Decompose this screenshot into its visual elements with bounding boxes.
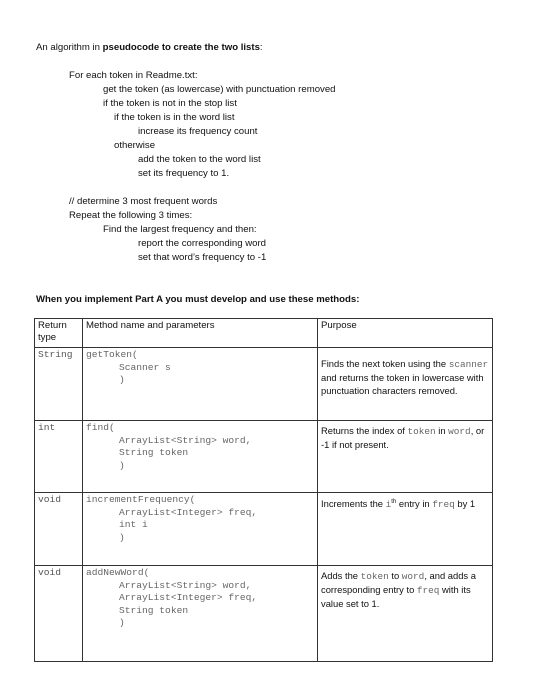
pseudo-if-in-word: if the token is in the word list [114, 112, 235, 123]
pseudo-comment: // determine 3 most frequent words [69, 196, 218, 207]
purpose-text-run: Increments the [321, 498, 386, 510]
return-type-value: int [38, 422, 56, 433]
table-row [35, 421, 493, 493]
method-signature [86, 494, 314, 544]
purpose-text [321, 349, 489, 397]
header-purpose-label: Purpose [321, 320, 357, 331]
pseudo-repeat: Repeat the following 3 times: [69, 210, 193, 221]
code-line: ArrayList<Integer> freq, [119, 506, 258, 518]
header-return-type-label: Return type [38, 320, 67, 343]
row-method [83, 421, 318, 493]
pseudo-report: report the corresponding word [138, 238, 266, 249]
purpose-text-run: by 1 [454, 498, 476, 510]
purpose-text [321, 422, 489, 451]
intro-line [36, 42, 263, 54]
purpose-code-run: word [401, 571, 425, 582]
code-line: ArrayList<String> word, [119, 434, 252, 446]
methods-heading: When you implement Part A you must develop and use these methods: [36, 294, 360, 305]
row-return-type [35, 348, 83, 421]
purpose-text-run: th [391, 499, 397, 505]
row-purpose [318, 348, 493, 421]
table-row [35, 348, 493, 421]
intro-suffix: : [259, 42, 263, 53]
table-row [35, 493, 493, 566]
header-return-type [35, 319, 83, 348]
row-purpose [318, 421, 493, 493]
row-return-type [35, 566, 83, 662]
purpose-code-run: freq [416, 585, 440, 596]
code-line: String token [119, 447, 189, 459]
row-method [83, 348, 318, 421]
method-signature [86, 567, 314, 630]
table-row [35, 566, 493, 662]
code-line: addNewWord( [86, 567, 150, 578]
pseudo-otherwise: otherwise [114, 140, 156, 151]
purpose-code-run: i [385, 499, 392, 511]
method-signature [86, 349, 314, 387]
purpose-text-run: Adds the [321, 570, 361, 581]
purpose-text-run: , or -1 if not present. [321, 425, 485, 450]
header-method [83, 319, 318, 348]
code-line: int i [119, 519, 148, 531]
pseudo-set-neg: set that word’s frequency to -1 [138, 252, 267, 263]
method-signature [86, 422, 314, 472]
header-method-label: Method name and parameters [86, 320, 215, 331]
row-return-type [35, 421, 83, 493]
purpose-code-run: token [360, 571, 389, 582]
return-type-value: void [38, 567, 62, 578]
code-line: String token [119, 604, 189, 616]
pseudo-increase: increase its frequency count [138, 126, 258, 137]
intro-bold: pseudocode to create the two lists [102, 42, 260, 53]
purpose-text-run: , and adds a corresponding entry to [321, 570, 476, 595]
code-line: ) [119, 531, 125, 543]
code-line: incrementFrequency( [86, 494, 196, 505]
intro-prefix: An algorithm in [36, 42, 103, 53]
purpose-text [321, 494, 489, 511]
code-line: Scanner s [119, 361, 171, 373]
row-method [83, 566, 318, 662]
purpose-text-run: and returns the token in lowercase with punctuation characters removed. [321, 372, 484, 396]
purpose-code-run: token [407, 426, 436, 437]
pseudo-get-token: get the token (as lowercase) with punctuation removed [103, 84, 336, 95]
purpose-text-run: in [435, 425, 449, 436]
code-line: find( [86, 422, 115, 433]
code-line: ) [119, 374, 125, 386]
pseudo-set-freq: set its frequency to 1. [138, 168, 230, 179]
methods-table [34, 318, 493, 662]
pseudo-find-largest: Find the largest frequency and then: [103, 224, 257, 235]
purpose-code-run: scanner [448, 359, 489, 370]
pseudo-if-not-stop: if the token is not in the stop list [103, 98, 237, 109]
pseudo-loop1: For each token in Readme.txt: [69, 70, 198, 81]
purpose-code-run: freq [432, 499, 455, 511]
code-line: ArrayList<Integer> freq, [119, 592, 258, 604]
row-purpose [318, 566, 493, 662]
row-return-type [35, 493, 83, 566]
purpose-text-run: entry in [396, 498, 433, 510]
pseudo-add-token: add the token to the word list [138, 154, 261, 165]
purpose-text-run: with its value set to 1. [321, 584, 471, 609]
code-line: getToken( [86, 349, 138, 360]
purpose-text-run: Finds the next token using the [321, 358, 449, 369]
purpose-text-run: to [388, 570, 402, 581]
purpose-code-run: word [448, 426, 471, 437]
row-purpose [318, 493, 493, 566]
return-type-value: void [38, 494, 62, 505]
header-purpose [318, 319, 493, 348]
table-header-row [35, 319, 493, 348]
code-line: ArrayList<String> word, [119, 579, 252, 591]
code-line: ) [119, 617, 125, 629]
purpose-text-run: Returns the index of [321, 425, 408, 436]
row-method [83, 493, 318, 566]
code-line: ) [119, 459, 125, 471]
return-type-value: String [38, 349, 73, 360]
purpose-text [321, 567, 489, 610]
